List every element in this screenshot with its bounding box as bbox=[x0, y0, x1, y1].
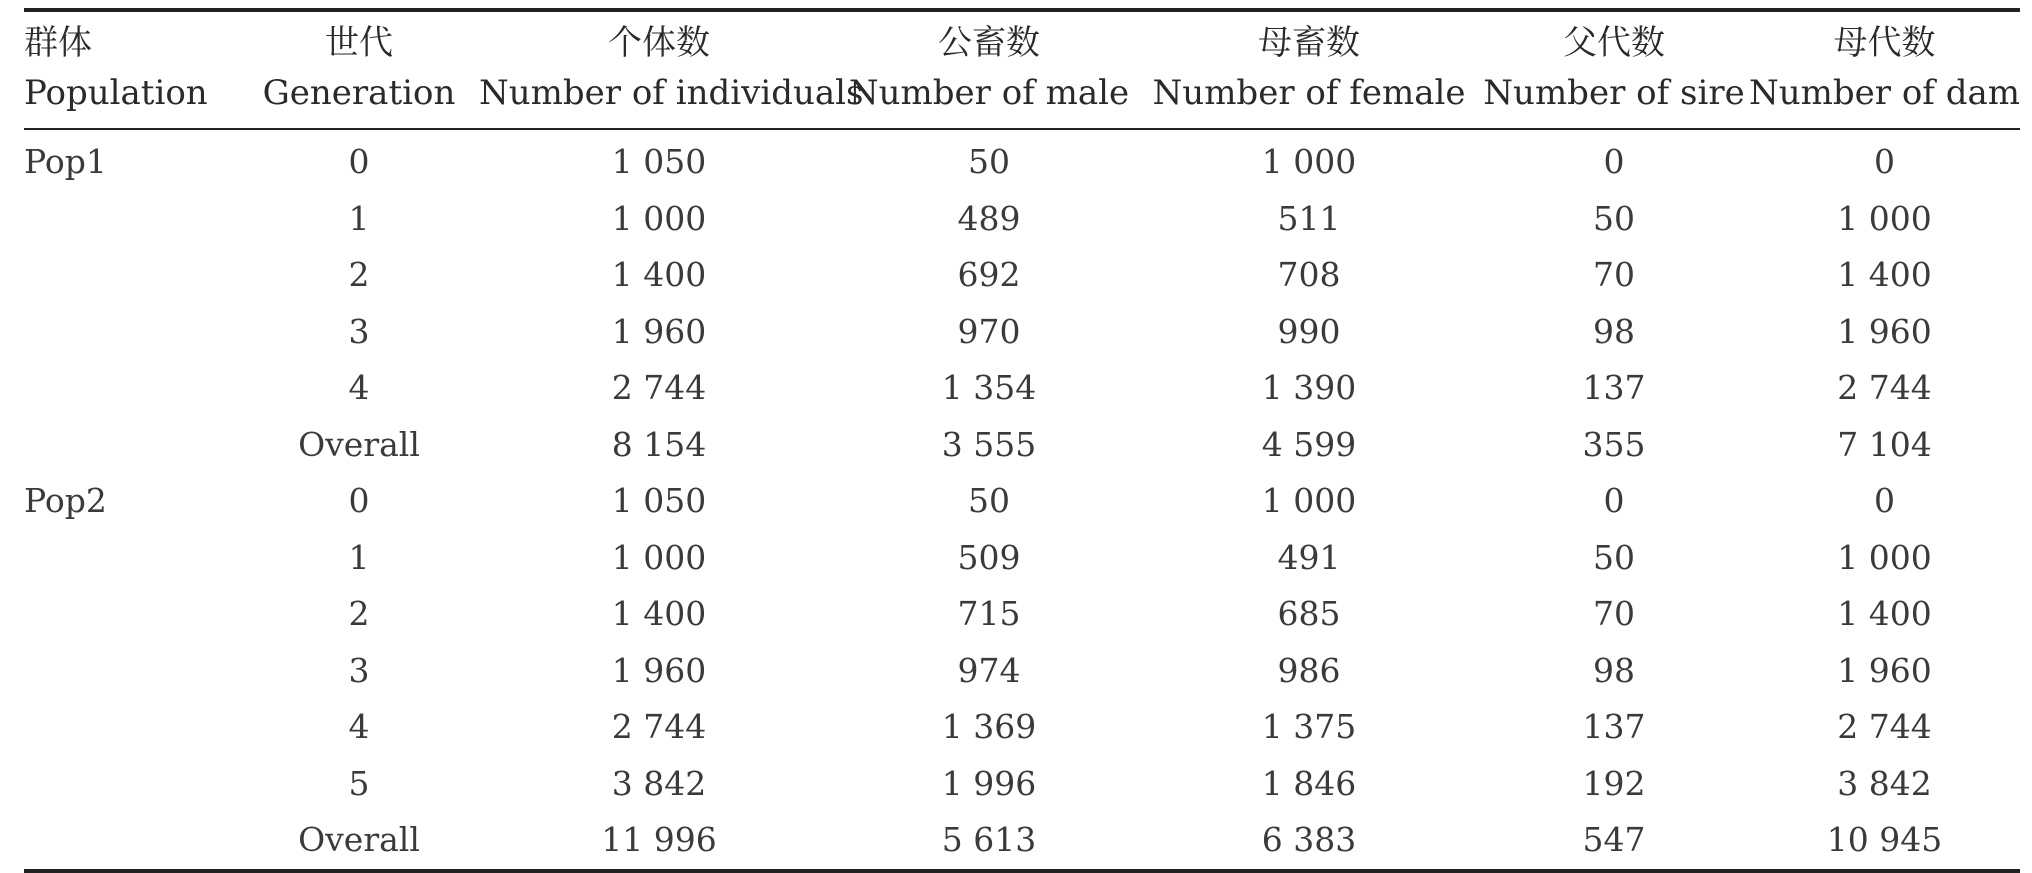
header-sire-en: Number of sire bbox=[1479, 68, 1749, 129]
cell-sire: 355 bbox=[1582, 424, 1646, 464]
table-row bbox=[24, 756, 2020, 813]
cell-individuals: 1 960 bbox=[611, 311, 707, 351]
table-row bbox=[24, 586, 2020, 643]
table-row bbox=[24, 530, 2020, 587]
cell-male: 50 bbox=[968, 142, 1010, 181]
cell-female: 4 599 bbox=[1261, 424, 1357, 464]
header-individuals-en: Number of individuals bbox=[479, 68, 839, 129]
cell-male: 970 bbox=[957, 311, 1021, 351]
cell-dam: 2 744 bbox=[1837, 368, 1932, 407]
cell-individuals: 1 050 bbox=[611, 481, 707, 520]
cell-female: 1 000 bbox=[1261, 481, 1357, 520]
cell-male: 50 bbox=[968, 481, 1010, 520]
cell-female: 986 bbox=[1277, 650, 1341, 690]
cell-male: 3 555 bbox=[941, 424, 1037, 464]
cell-sire: 70 bbox=[1593, 594, 1635, 633]
cell-sire: 0 bbox=[1603, 481, 1625, 520]
cell-dam: 2 744 bbox=[1837, 707, 1932, 746]
cell-generation: 2 bbox=[348, 594, 370, 633]
cell-population bbox=[24, 586, 239, 643]
cell-dam: 1 000 bbox=[1837, 537, 1932, 577]
table-row bbox=[24, 699, 2020, 756]
cell-sire: 137 bbox=[1582, 368, 1646, 407]
table-body bbox=[24, 129, 2020, 871]
cell-male: 692 bbox=[957, 255, 1021, 294]
cell-female: 1 846 bbox=[1261, 763, 1357, 803]
cell-female: 6 383 bbox=[1139, 812, 1479, 871]
cell-population bbox=[24, 756, 239, 813]
cell-individuals: 8 154 bbox=[611, 424, 707, 464]
cell-male: 5 613 bbox=[839, 812, 1139, 871]
cell-female: 685 bbox=[1277, 594, 1341, 633]
cell-population bbox=[24, 360, 239, 417]
header-sire-zh: 父代数 bbox=[1479, 10, 1749, 68]
cell-dam: 1 000 bbox=[1837, 198, 1932, 238]
header-dam-en: Number of dam bbox=[1749, 68, 2020, 129]
cell-population bbox=[24, 812, 239, 871]
cell-generation: 5 bbox=[348, 763, 370, 803]
table-row bbox=[24, 191, 2020, 248]
population-table bbox=[24, 8, 2020, 873]
cell-male: 1 996 bbox=[941, 763, 1037, 803]
cell-female: 990 bbox=[1277, 311, 1341, 351]
table-header bbox=[24, 10, 2020, 129]
cell-individuals: 1 000 bbox=[611, 198, 707, 238]
cell-generation: 3 bbox=[348, 311, 370, 351]
cell-population bbox=[24, 417, 239, 474]
table-row bbox=[24, 304, 2020, 361]
population-table-container bbox=[24, 8, 2020, 873]
cell-dam: 7 104 bbox=[1837, 424, 1932, 464]
cell-dam: 3 842 bbox=[1837, 763, 1932, 803]
header-population-zh: 群体 bbox=[24, 10, 239, 68]
cell-generation: 1 bbox=[348, 537, 370, 577]
cell-female: 1 000 bbox=[1261, 142, 1357, 181]
header-row-english bbox=[24, 68, 2020, 129]
cell-individuals: 11 996 bbox=[479, 812, 839, 871]
cell-population bbox=[24, 530, 239, 587]
table-row bbox=[24, 473, 2020, 530]
cell-female: 1 375 bbox=[1261, 707, 1357, 746]
cell-sire: 137 bbox=[1582, 707, 1646, 746]
table-row bbox=[24, 643, 2020, 700]
table-row bbox=[24, 129, 2020, 191]
cell-dam: 0 bbox=[1874, 481, 1895, 520]
cell-individuals: 1 050 bbox=[611, 142, 707, 181]
cell-sire: 50 bbox=[1593, 198, 1635, 238]
cell-generation: 1 bbox=[348, 198, 370, 238]
cell-individuals: 1 960 bbox=[611, 650, 707, 690]
cell-sire: 0 bbox=[1603, 142, 1625, 181]
cell-female: 511 bbox=[1277, 198, 1341, 238]
header-female-en: Number of female bbox=[1139, 68, 1479, 129]
cell-individuals: 1 400 bbox=[611, 594, 707, 633]
cell-sire: 98 bbox=[1593, 650, 1635, 690]
cell-sire: 547 bbox=[1479, 812, 1749, 871]
cell-sire: 70 bbox=[1593, 255, 1635, 294]
cell-dam: 10 945 bbox=[1749, 812, 2020, 871]
cell-population bbox=[24, 304, 239, 361]
cell-population bbox=[24, 699, 239, 756]
cell-population bbox=[24, 191, 239, 248]
header-dam-zh: 母代数 bbox=[1749, 10, 2020, 68]
cell-generation: Overall bbox=[239, 812, 479, 871]
cell-dam: 1 400 bbox=[1837, 594, 1932, 633]
table-row bbox=[24, 812, 2020, 871]
cell-generation: 0 bbox=[348, 142, 370, 181]
cell-individuals: 2 744 bbox=[611, 368, 707, 407]
header-generation-en: Generation bbox=[239, 68, 479, 129]
header-population-en: Population bbox=[24, 68, 239, 129]
cell-individuals: 1 000 bbox=[611, 537, 707, 577]
cell-generation: 3 bbox=[348, 650, 370, 690]
cell-population bbox=[24, 643, 239, 700]
cell-male: 1 369 bbox=[941, 707, 1037, 746]
cell-sire: 192 bbox=[1582, 763, 1646, 803]
cell-dam: 1 960 bbox=[1837, 311, 1932, 351]
cell-male: 1 354 bbox=[941, 368, 1037, 407]
header-generation-zh: 世代 bbox=[239, 10, 479, 68]
cell-generation: 4 bbox=[348, 368, 370, 407]
cell-male: 715 bbox=[957, 594, 1021, 633]
header-individuals-zh: 个体数 bbox=[479, 10, 839, 68]
header-female-zh: 母畜数 bbox=[1139, 10, 1479, 68]
cell-individuals: 1 400 bbox=[611, 255, 707, 294]
cell-generation: Overall bbox=[298, 424, 420, 464]
cell-male: 509 bbox=[957, 537, 1021, 577]
table-row bbox=[24, 417, 2020, 474]
cell-female: 708 bbox=[1277, 255, 1341, 294]
cell-population: Pop1 bbox=[24, 142, 107, 181]
header-male-en: Number of male bbox=[839, 68, 1139, 129]
cell-generation: 0 bbox=[348, 481, 370, 520]
cell-dam: 1 400 bbox=[1837, 255, 1932, 294]
cell-individuals: 3 842 bbox=[611, 763, 707, 803]
cell-dam: 1 960 bbox=[1837, 650, 1932, 690]
header-male-zh: 公畜数 bbox=[839, 10, 1139, 68]
cell-population bbox=[24, 247, 239, 304]
cell-sire: 50 bbox=[1593, 537, 1635, 577]
table-row bbox=[24, 360, 2020, 417]
header-row-chinese bbox=[24, 10, 2020, 68]
cell-female: 491 bbox=[1277, 537, 1341, 577]
cell-generation: 2 bbox=[348, 255, 370, 294]
cell-individuals: 2 744 bbox=[611, 707, 707, 746]
cell-sire: 98 bbox=[1593, 311, 1635, 351]
cell-generation: 4 bbox=[348, 707, 370, 746]
cell-female: 1 390 bbox=[1261, 368, 1357, 407]
cell-male: 974 bbox=[957, 650, 1021, 690]
table-row bbox=[24, 247, 2020, 304]
cell-population: Pop2 bbox=[24, 481, 107, 520]
cell-male: 489 bbox=[957, 198, 1021, 238]
cell-dam: 0 bbox=[1874, 142, 1895, 181]
